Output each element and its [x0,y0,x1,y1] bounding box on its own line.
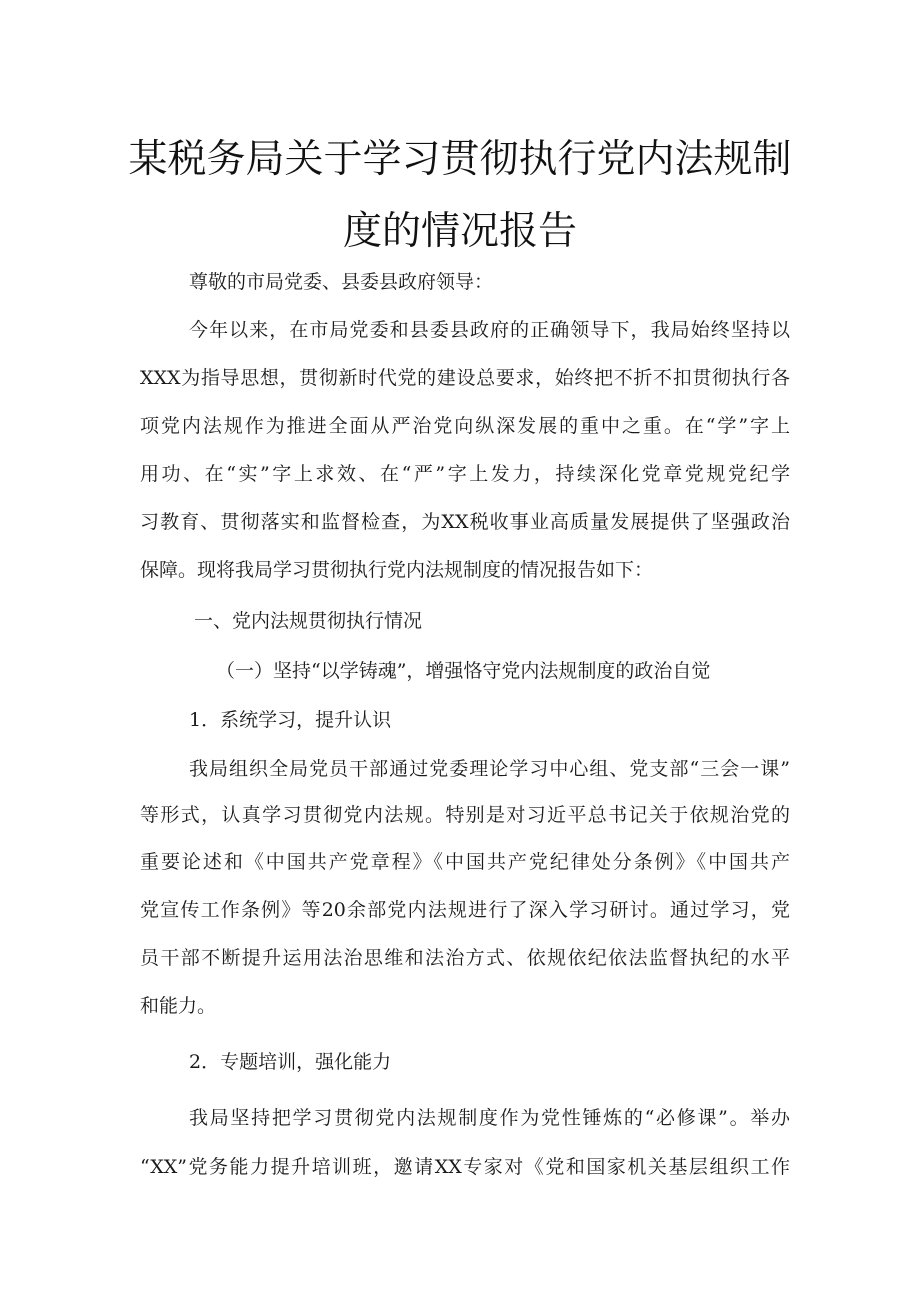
section-heading: 一、党内法规贯彻执行情况 [194,610,423,632]
paragraph-line: 和能力。 [140,995,217,1017]
paragraph-line: 我局坚持把学习贯彻党内法规制度作为党性锤炼的“必修课”。举办 [189,1107,790,1129]
paragraph-line: “XX”党务能力提升培训班，邀请XX专家对《党和国家机关基层组织工作 [140,1156,790,1178]
title-line-2: 度的情况报告 [342,209,577,254]
paragraph-line: 用功、在“实”字上求效、在“严”字上发力，持续深化党章党规党纪学 [140,463,790,485]
paragraph-line: 党宣传工作条例》等20余部党内法规进行了深入学习研讨。通过学习，党 [140,899,790,921]
item-heading: 2．专题培训，强化能力 [189,1051,392,1073]
paragraph-line: 重要论述和《中国共产党章程》《中国共产党纪律处分条例》《中国共产 [140,851,790,873]
paragraph-line: 保障。现将我局学习贯彻执行党内法规制度的情况报告如下： [140,559,654,581]
paragraph-line: 员干部不断提升运用法治思维和法治方式、依规依纪依法监督执纪的水平 [140,947,790,969]
item-heading: 1．系统学习，提升认识 [189,709,392,731]
title-line-1: 某税务局关于学习贯彻执行党内法规制 [128,137,792,182]
paragraph-line: 项党内法规作为推进全面从严治党向纵深发展的重中之重。在“学”字上 [140,415,790,437]
paragraph-line: 习教育、贯彻落实和监督检查，为XX税收事业高质量发展提供了坚强政治 [140,511,790,533]
subsection-heading: （一）坚持“以学铸魂”，增强恪守党内法规制度的政治自觉 [216,660,711,682]
paragraph-line: 今年以来，在市局党委和县委县政府的正确领导下，我局始终坚持以 [189,319,790,341]
paragraph-line: 我局组织全局党员干部通过党委理论学习中心组、党支部“三会一课” [189,758,790,780]
paragraph-line: 等形式，认真学习贯彻党内法规。特别是对习近平总书记关于依规治党的 [140,804,790,826]
paragraph-line: XXX为指导思想，贯彻新时代党的建设总要求，始终把不折不扣贯彻执行各 [140,367,790,389]
salutation: 尊敬的市局党委、县委县政府领导： [189,271,494,293]
